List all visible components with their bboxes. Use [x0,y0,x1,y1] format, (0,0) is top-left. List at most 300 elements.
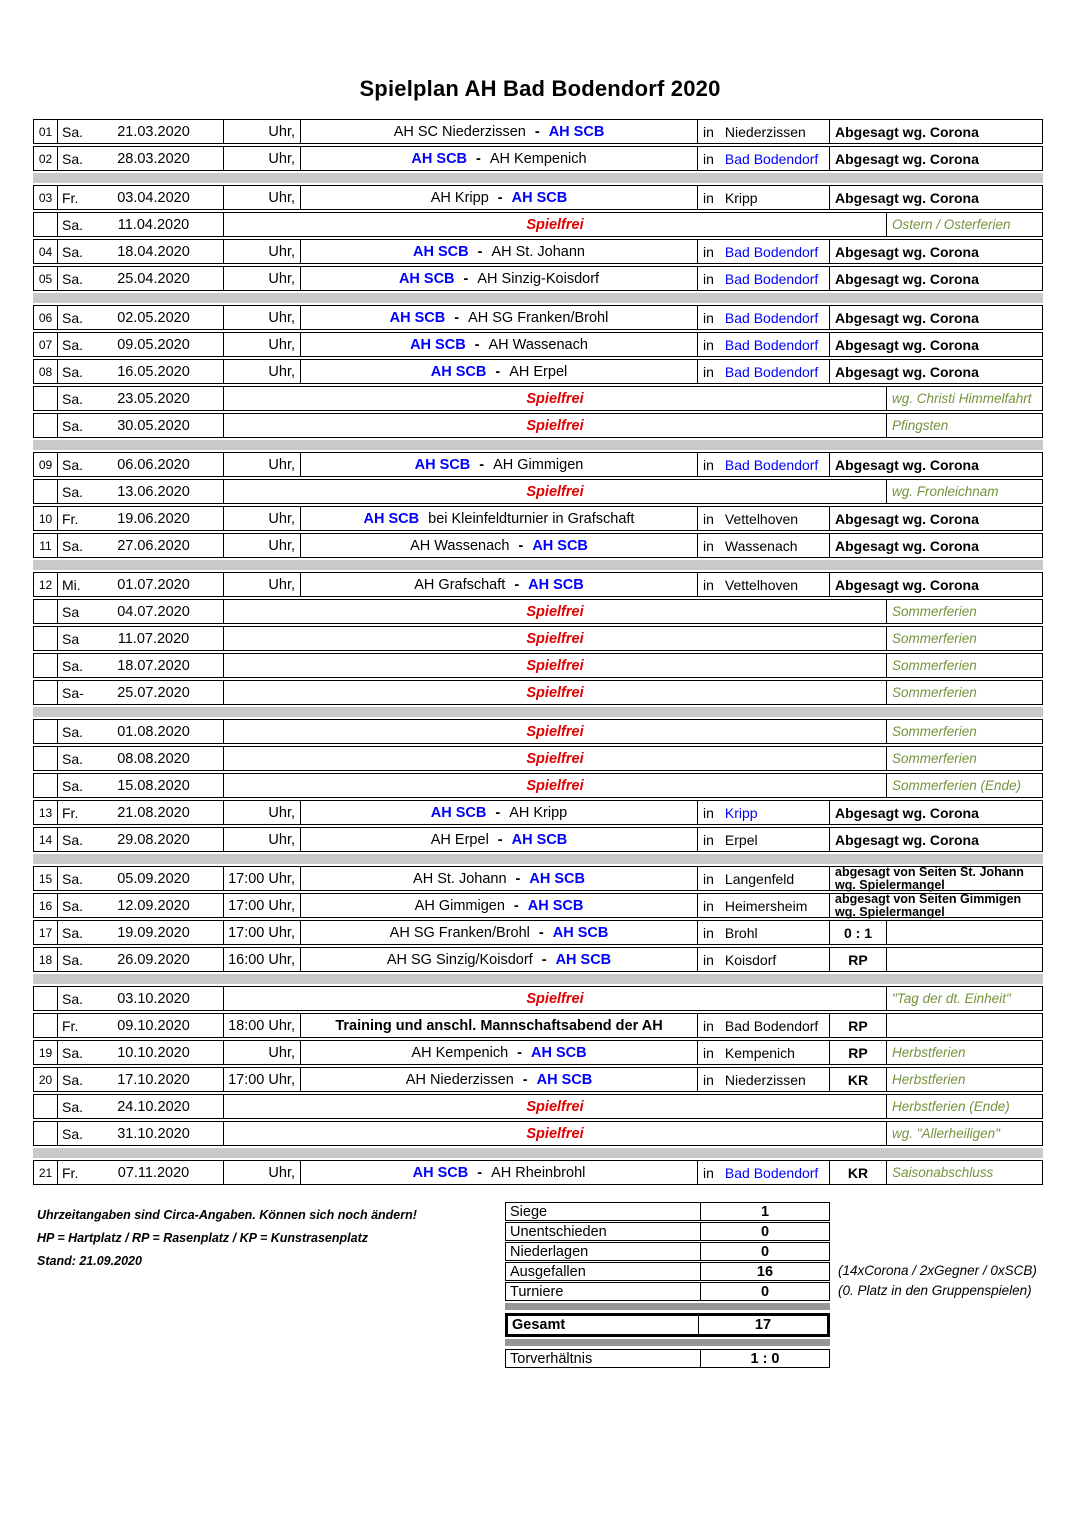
row-note [887,921,1042,944]
spielfrei-row [33,719,1043,744]
match-location [698,306,830,329]
row-number [34,1095,58,1118]
row-note: Sommerferien [892,685,977,700]
row-day: Sa. [62,831,84,848]
summary-value: 17 [698,1316,827,1334]
location-place: Wassenach [724,537,798,554]
vs-dash: - [541,951,547,968]
summary-value: 1 : 0 [700,1350,829,1367]
row-number: 20 [34,1068,58,1091]
row-date: 03.04.2020 [117,189,190,206]
row-time: Uhr, [224,147,301,170]
summary-value: 0 [700,1223,829,1240]
location-place: Kripp [724,189,758,206]
row-day: Sa. [62,777,84,794]
spielfrei-label: Spielfrei [224,654,887,677]
row-daydate [58,1122,224,1145]
match-teams [301,120,698,143]
team-scb: AH SCB [398,270,455,287]
row-number: 01 [34,120,58,143]
vs-dash: - [538,924,544,941]
team-name: AH St. Johann [491,243,585,260]
row-daydate [58,867,224,890]
vs-dash: - [495,804,501,821]
summary-row [505,1202,830,1221]
team-name: AH Erpel [509,363,568,380]
location-place: Bad Bodendorf [724,270,819,287]
row-number [34,654,58,677]
spielfrei-row [33,626,1043,651]
row-date: 09.05.2020 [117,336,190,353]
location-place: Kempenich [724,1044,795,1061]
row-number [34,1014,58,1037]
match-row [33,1067,1043,1092]
row-time: 17:00 Uhr, [224,867,301,890]
location-in-label: in [703,363,714,380]
row-note: Sommerferien [892,631,977,646]
row-day: Sa. [62,1098,84,1115]
row-daydate [58,774,224,797]
location-in-label: in [703,537,714,554]
row-number: 12 [34,573,58,596]
location-in-label: in [703,270,714,287]
spielfrei-row [33,1121,1043,1146]
match-status [830,867,1042,890]
summary-row [505,1262,830,1281]
summary-value: 0 [700,1283,829,1300]
row-day: Sa. [62,309,84,326]
row-time: Uhr, [224,507,301,530]
row-daydate [58,801,224,824]
match-teams [301,1014,698,1037]
spielfrei-label: Spielfrei [224,1095,887,1118]
vs-dash: - [518,537,524,554]
row-time: Uhr, [224,828,301,851]
vs-dash: - [513,897,519,914]
match-row [33,239,1043,264]
match-teams [301,306,698,329]
row-date: 25.04.2020 [117,270,190,287]
row-date: 27.06.2020 [117,537,190,554]
row-date: 25.07.2020 [117,684,190,701]
match-teams [301,534,698,557]
team-scb: AH SCB [363,510,420,527]
row-day: Sa. [62,216,84,233]
team-name: AH St. Johann [413,870,507,887]
summary-row [505,1222,830,1241]
location-in-label: in [703,150,714,167]
row-daydate [58,681,224,704]
location-place: Vettelhoven [724,510,799,527]
row-daydate [58,414,224,437]
summary-label: Torverhältnis [510,1350,593,1367]
row-date: 21.08.2020 [117,804,190,821]
row-number [34,600,58,623]
match-row [33,533,1043,558]
row-daydate [58,627,224,650]
row-number: 10 [34,507,58,530]
row-date: 19.09.2020 [117,924,190,941]
row-number [34,720,58,743]
match-status: Abgesagt wg. Corona [835,804,979,821]
team-scb: AH SCB [530,1044,587,1061]
location-place: Bad Bodendorf [724,456,819,473]
row-daydate [58,1041,224,1064]
team-name: AH SC Niederzissen [393,123,526,140]
gesamt-row [505,1313,830,1337]
match-location [698,240,830,263]
team-scb: AH SCB [389,309,446,326]
row-day: Fr. [62,1164,79,1181]
row-time: 17:00 Uhr, [224,894,301,917]
row-date: 02.05.2020 [117,309,190,326]
match-location [698,120,830,143]
row-note: "Tag der dt. Einheit" [892,991,1011,1006]
row-day: Sa. [62,723,84,740]
vs-dash: - [454,309,460,326]
vs-dash: - [497,831,503,848]
match-teams [301,360,698,383]
match-location [698,534,830,557]
match-status: Abgesagt wg. Corona [835,831,979,848]
match-row [33,1040,1043,1065]
match-row [33,827,1043,852]
team-scb: AH SCB [412,1164,469,1181]
spielfrei-label: Spielfrei [224,213,887,236]
row-time: Uhr, [224,120,301,143]
team-scb: AH SCB [528,576,584,593]
row-date: 16.05.2020 [117,363,190,380]
row-number: 07 [34,333,58,356]
location-in-label: in [703,1164,714,1181]
row-day: Sa. [62,243,84,260]
team-scb: AH SCB [536,1071,593,1088]
team-scb: AH SCB [413,243,469,260]
spielfrei-row [33,413,1043,438]
summary-label: Unentschieden [510,1223,607,1240]
row-note [887,1014,1042,1037]
match-location [698,573,830,596]
match-status: Abgesagt wg. Corona [835,309,979,326]
team-name: AH Grafschaft [414,576,506,593]
match-status: Abgesagt wg. Corona [835,456,979,473]
row-date: 31.10.2020 [117,1125,190,1142]
match-location [698,801,830,824]
row-date: 08.08.2020 [117,750,190,767]
footnote-line: Uhrzeitangaben sind Circa-Angaben. Können sich noch ändern! [37,1208,417,1222]
row-date: 01.07.2020 [117,576,190,593]
location-in-label: in [703,897,714,914]
match-location [698,147,830,170]
row-note [887,948,1042,971]
row-daydate [58,654,224,677]
row-time: Uhr, [224,534,301,557]
row-day: Sa. [62,750,84,767]
match-status: Abgesagt wg. Corona [835,243,979,260]
row-day: Sa. [62,897,84,914]
team-scb: AH SCB [511,831,568,848]
row-date: 24.10.2020 [117,1098,190,1115]
spielfrei-label: Spielfrei [224,387,887,410]
row-daydate [58,213,224,236]
spielfrei-label: Spielfrei [224,747,887,770]
location-place: Bad Bodendorf [724,1164,819,1181]
match-status: Abgesagt wg. Corona [835,189,979,206]
row-number: 02 [34,147,58,170]
footnote-line: Stand: 21.09.2020 [37,1254,142,1268]
row-time: Uhr, [224,267,301,290]
match-status: Abgesagt wg. Corona [835,576,979,593]
row-daydate [58,120,224,143]
row-daydate [58,1068,224,1091]
month-separator [33,707,1043,717]
row-time: Uhr, [224,306,301,329]
row-day: Sa. [62,123,84,140]
team-scb: AH SCB [527,897,584,914]
row-day: Sa. [62,657,84,674]
row-note: Sommerferien (Ende) [892,778,1022,793]
match-location [698,828,830,851]
spielfrei-label: Spielfrei [224,627,887,650]
location-in-label: in [703,804,714,821]
row-date: 12.09.2020 [117,897,190,914]
row-date: 03.10.2020 [117,990,190,1007]
annotation-line: (0. Platz in den Gruppenspielen) [838,1282,1032,1298]
row-time: Uhr, [224,240,301,263]
match-status: Abgesagt wg. Corona [835,123,979,140]
location-in-label: in [703,951,714,968]
row-daydate [58,720,224,743]
team-scb: AH SCB [511,189,568,206]
location-in-label: in [703,189,714,206]
row-day: Sa. [62,150,84,167]
annotation-line: (14xCorona / 2xGegner / 0xSCB) [838,1263,1037,1278]
match-row [33,119,1043,144]
spielfrei-row [33,986,1043,1011]
match-status: Abgesagt wg. Corona [835,336,979,353]
row-number: 13 [34,801,58,824]
row-date: 17.10.2020 [117,1071,190,1088]
row-note: Sommerferien [892,751,977,766]
month-separator [33,974,1043,984]
team-name: AH SG Sinzig/Koisdorf [386,951,533,968]
match-status [830,894,1042,917]
row-daydate [58,921,224,944]
match-row [33,146,1043,171]
match-row [33,266,1043,291]
month-separator [33,560,1043,570]
row-date: 29.08.2020 [117,831,190,848]
spielfrei-label: Spielfrei [224,681,887,704]
match-teams [301,1041,698,1064]
location-in-label: in [703,924,714,941]
match-teams [301,507,698,530]
summary-row [505,1282,830,1301]
row-daydate [58,306,224,329]
page-title: Spielplan AH Bad Bodendorf 2020 [359,76,721,101]
row-number [34,387,58,410]
team-name: AH SG Franken/Brohl [468,309,609,326]
row-day: Mi. [62,576,81,593]
team-scb: AH SCB [555,951,612,968]
match-location [698,186,830,209]
location-place: Heimersheim [724,897,808,914]
row-daydate [58,147,224,170]
summary-label: Ausgefallen [510,1263,586,1280]
team-name: AH Gimmigen [493,456,584,473]
match-row [33,452,1043,477]
team-scb: AH SCB [410,336,466,353]
row-number: 09 [34,453,58,476]
row-time: Uhr, [224,801,301,824]
team-scb: AH SCB [548,123,605,140]
summary-value: 1 [700,1203,829,1220]
row-daydate [58,894,224,917]
row-time: Uhr, [224,333,301,356]
row-day: Sa. [62,336,84,353]
match-teams [301,453,698,476]
row-daydate [58,480,224,503]
match-location [698,867,830,890]
match-teams [301,894,698,917]
summary-separator [505,1339,830,1346]
row-time: 16:00 Uhr, [224,948,301,971]
match-teams [301,240,698,263]
row-note: Sommerferien [892,724,977,739]
location-in-label: in [703,309,714,326]
footnotes [37,1204,417,1273]
team-name: AH Kripp [509,804,568,821]
match-teams [301,948,698,971]
month-separator [33,854,1043,864]
location-place: Bad Bodendorf [724,309,819,326]
match-location [698,507,830,530]
location-in-label: in [703,1044,714,1061]
row-daydate [58,333,224,356]
row-daydate [58,453,224,476]
row-daydate [58,507,224,530]
row-day: Sa. [62,990,84,1007]
team-name: AH Gimmigen [414,897,505,914]
row-time: Uhr, [224,573,301,596]
row-number: 19 [34,1041,58,1064]
row-daydate [58,240,224,263]
spielfrei-row [33,386,1043,411]
row-note: Herbstferien [892,1072,966,1087]
match-teams [301,921,698,944]
location-in-label: in [703,1071,714,1088]
team-name: AH Sinzig-Koisdorf [477,270,600,287]
row-date: 04.07.2020 [117,603,190,620]
location-place: Bad Bodendorf [724,243,819,260]
row-note: wg. Fronleichnam [892,484,999,499]
team-name: AH Erpel [430,831,489,848]
spielfrei-row [33,212,1043,237]
row-note: Ostern / Osterferien [892,217,1011,232]
row-day: Sa. [62,537,84,554]
match-row [33,920,1043,945]
match-location [698,360,830,383]
match-row [33,866,1043,891]
spielfrei-row [33,1094,1043,1119]
summary-value: 16 [700,1263,829,1280]
match-result: RP [830,948,887,971]
row-daydate [58,573,224,596]
row-number: 05 [34,267,58,290]
row-date: 15.08.2020 [117,777,190,794]
row-day: Sa. [62,951,84,968]
schedule-table [33,119,1043,1187]
row-time: 17:00 Uhr, [224,1068,301,1091]
match-row [33,572,1043,597]
row-daydate [58,534,224,557]
team-scb: AH SCB [532,537,588,554]
vs-dash: - [495,363,501,380]
row-date: 05.09.2020 [117,870,190,887]
row-number [34,213,58,236]
team-scb: AH SCB [411,150,468,167]
match-status: Abgesagt wg. Corona [835,270,979,287]
row-day: Sa. [62,1044,84,1061]
team-scb: AH SCB [430,804,487,821]
month-separator [33,1148,1043,1158]
row-number: 18 [34,948,58,971]
row-daydate [58,1014,224,1037]
match-teams [301,573,698,596]
location-place: Bad Bodendorf [724,150,819,167]
row-day: Fr. [62,510,79,527]
match-row [33,185,1043,210]
match-location [698,948,830,971]
match-row [33,359,1043,384]
row-daydate [58,948,224,971]
location-place: Niederzissen [724,1071,806,1088]
vs-dash: - [515,870,521,887]
spielfrei-label: Spielfrei [224,1122,887,1145]
row-number: 03 [34,186,58,209]
match-teams [301,186,698,209]
location-place: Bad Bodendorf [724,336,819,353]
row-day: Fr. [62,189,79,206]
row-date: 09.10.2020 [117,1017,190,1034]
row-day: Fr. [62,1017,79,1034]
vs-dash: - [463,270,469,287]
row-date: 26.09.2020 [117,951,190,968]
row-daydate [58,267,224,290]
vs-dash: - [514,576,520,593]
match-teams [301,267,698,290]
team-name: AH Kempenich [411,1044,509,1061]
row-time: Uhr, [224,360,301,383]
location-place: Langenfeld [724,870,795,887]
team-scb: AH SCB [552,924,609,941]
row-number: 16 [34,894,58,917]
location-place: Brohl [724,924,758,941]
summary-annotations [838,1261,1037,1300]
row-number [34,627,58,650]
row-daydate [58,600,224,623]
match-row [33,332,1043,357]
row-date: 13.06.2020 [117,483,190,500]
row-number: 17 [34,921,58,944]
row-date: 18.07.2020 [117,657,190,674]
row-number: 21 [34,1161,58,1184]
team-name: AH Wassenach [488,336,588,353]
row-time: Uhr, [224,1041,301,1064]
spielfrei-row [33,479,1043,504]
match-location [698,1068,830,1091]
spielfrei-row [33,653,1043,678]
